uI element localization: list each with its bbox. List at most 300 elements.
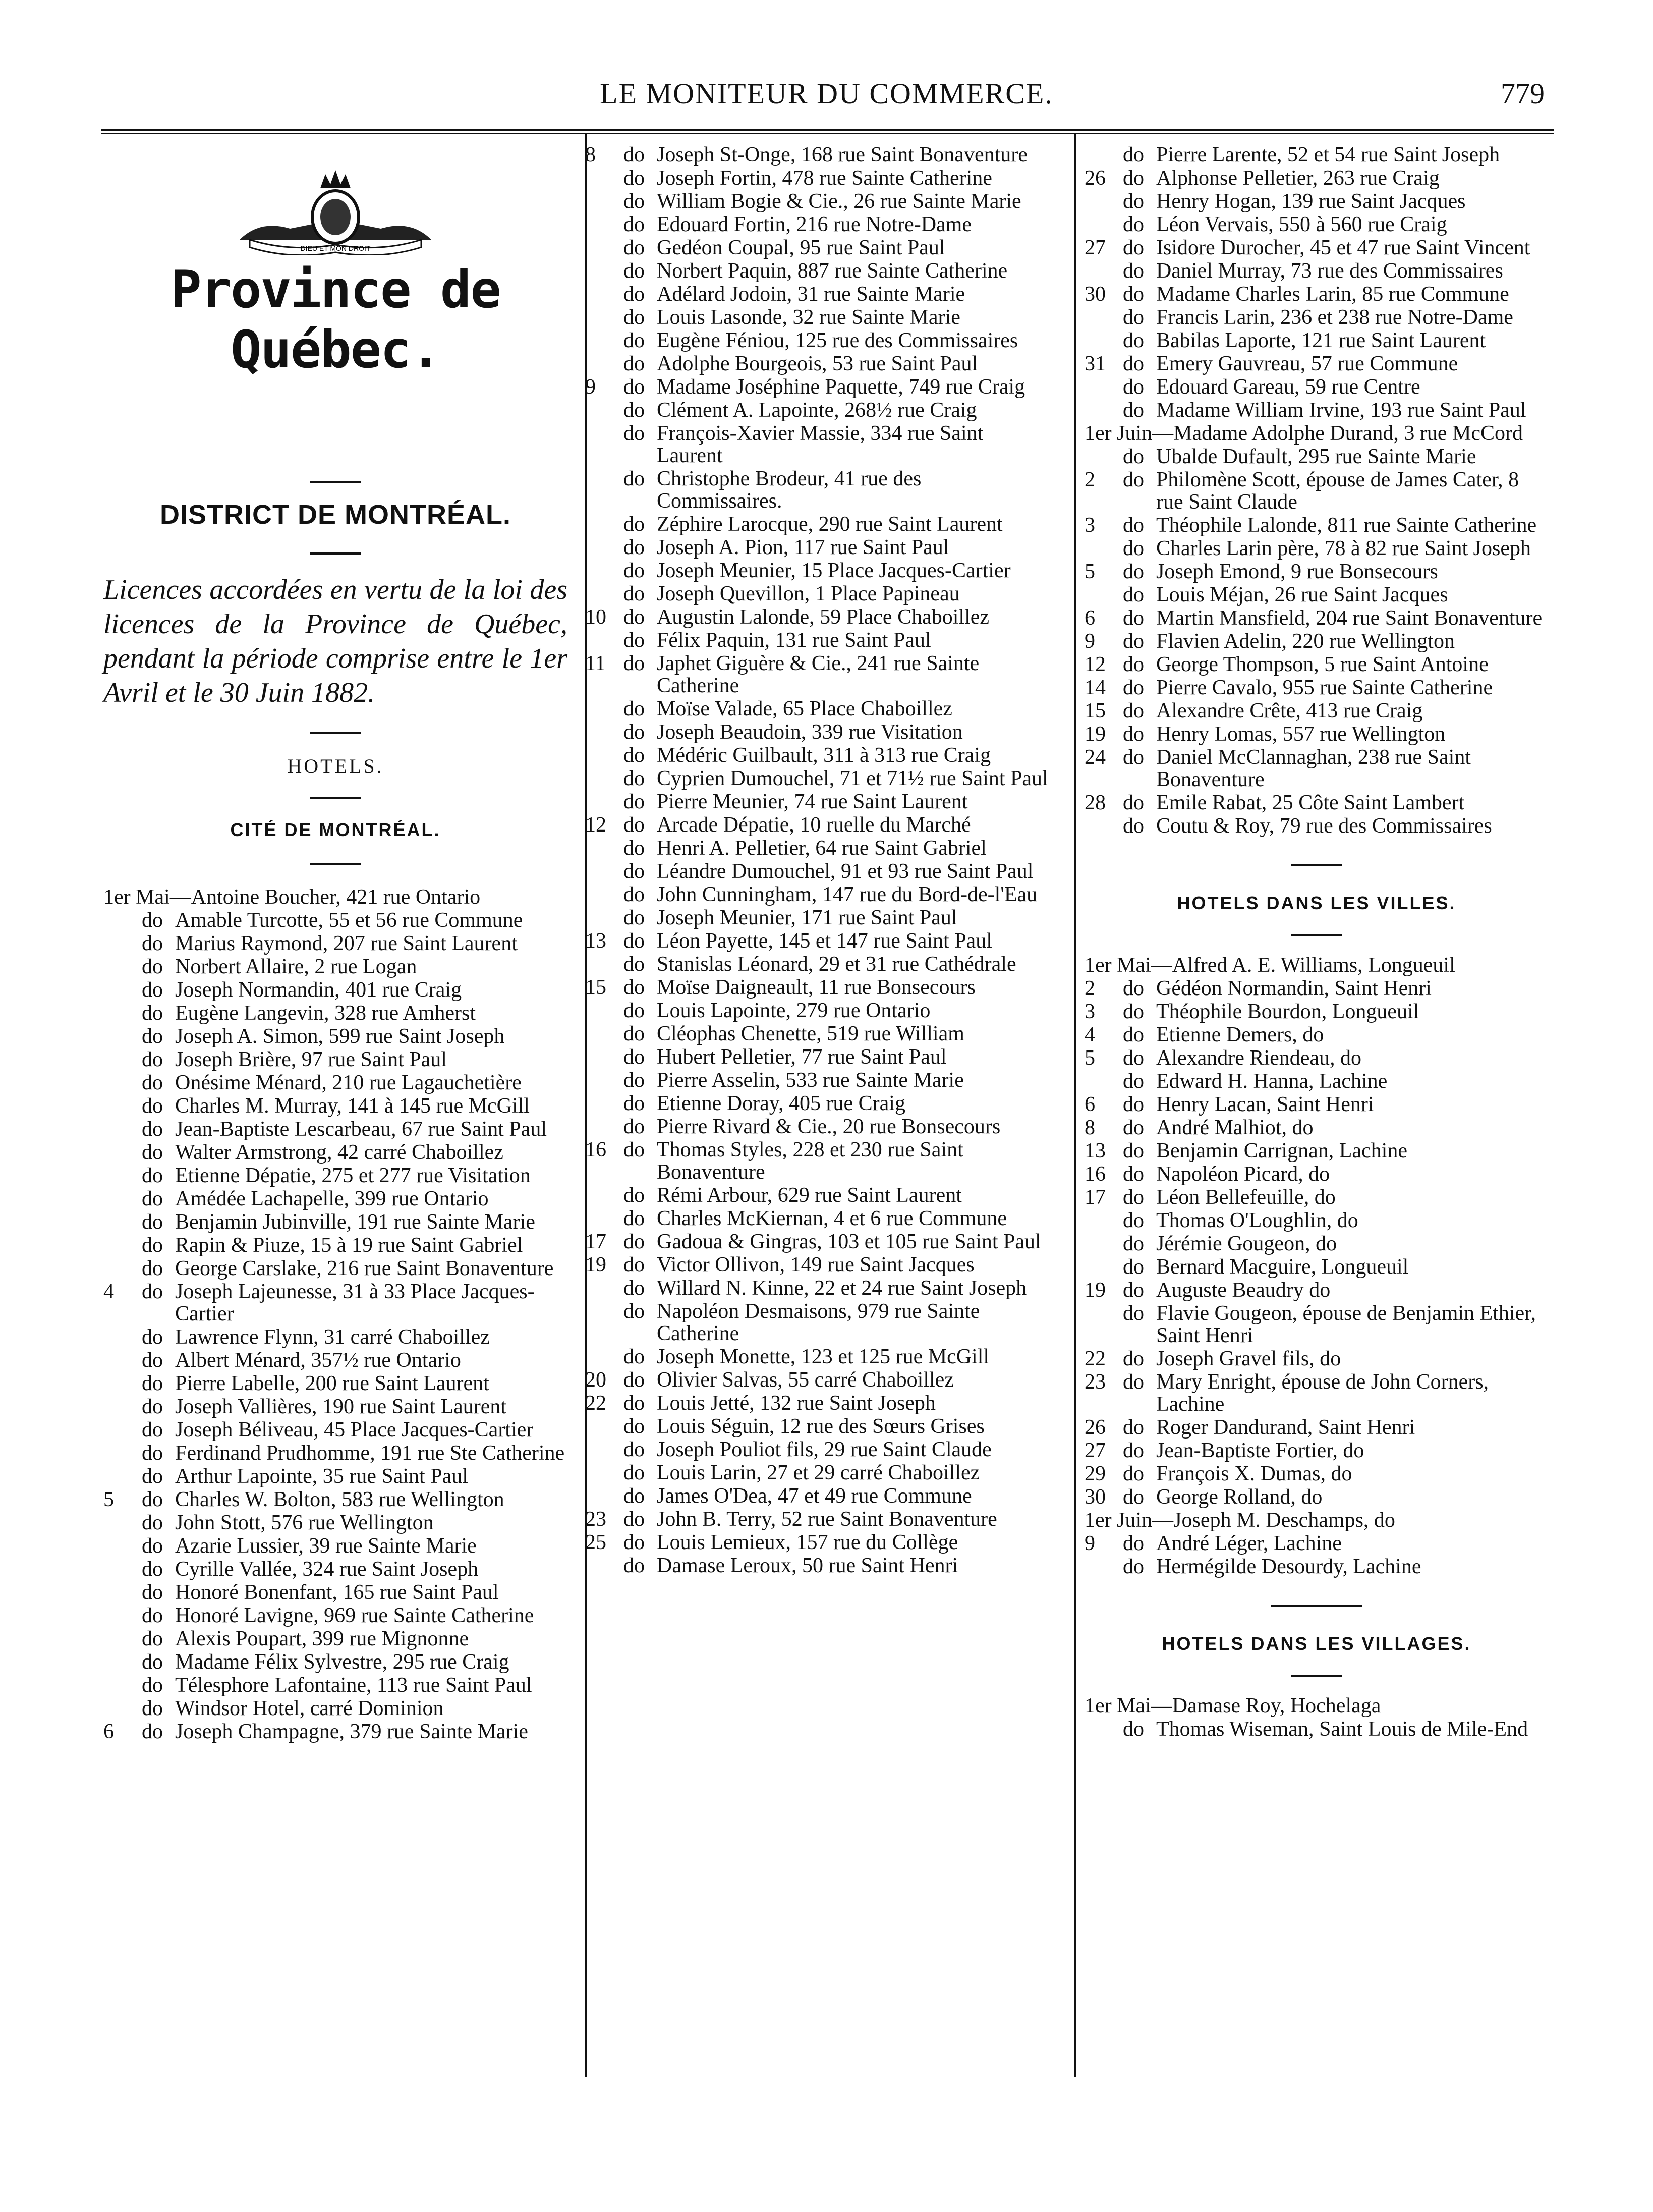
- entry-text: Cléophas Chenette, 519 rue William: [657, 1022, 964, 1045]
- entry-ditto: do: [623, 1345, 645, 1368]
- entry-day: 4: [103, 1280, 114, 1303]
- licence-entry: [1085, 630, 1549, 652]
- licence-entry: [1085, 1718, 1549, 1740]
- entry-text: Pierre Meunier, 74 rue Saint Laurent: [657, 790, 968, 813]
- entry-text: Rapin & Piuze, 15 à 19 rue Saint Gabriel: [175, 1234, 523, 1257]
- entry-day: [585, 213, 611, 236]
- entry-text: Lawrence Flynn, 31 carré Chaboillez: [175, 1325, 490, 1349]
- entry-ditto: do: [142, 1372, 163, 1395]
- entry-text: Charles Larin père, 78 à 82 rue Saint Joseph: [1156, 537, 1531, 560]
- entry-ditto: do: [1123, 352, 1144, 375]
- licence-entry: [1085, 954, 1549, 976]
- entry-ditto: do: [1123, 143, 1144, 167]
- entry-day: [103, 956, 130, 978]
- entry-day: [103, 1535, 130, 1557]
- entry-ditto: do: [623, 1253, 645, 1277]
- entry-day: 22: [585, 1392, 606, 1415]
- licence-entry: [585, 1300, 1049, 1345]
- entry-text: Télesphore Lafontaine, 113 rue Saint Paul: [175, 1674, 532, 1697]
- entry-text: Louis Méjan, 26 rue Saint Jacques: [1156, 583, 1448, 606]
- licence-entry: [103, 1651, 567, 1673]
- licence-entry: [585, 1092, 1049, 1115]
- entry-day: [103, 1465, 130, 1487]
- licence-entry: [103, 1396, 567, 1418]
- page-number: 779: [1501, 77, 1545, 110]
- entry-day: [585, 860, 611, 882]
- licence-entry: [1085, 353, 1549, 375]
- entry-ditto: do: [142, 1234, 163, 1257]
- licence-entry: [103, 1257, 567, 1280]
- entry-day: 24: [1085, 746, 1106, 769]
- entry-text: Edouard Gareau, 59 rue Centre: [1156, 375, 1420, 399]
- entry-text: Norbert Paquin, 887 rue Sainte Catherine: [657, 259, 1008, 283]
- entries-list: [1085, 1695, 1549, 1740]
- royal-crest-icon: [230, 164, 441, 255]
- entry-day: [585, 167, 611, 189]
- entry-day: [1085, 815, 1111, 837]
- licence-entry: [1085, 977, 1549, 1000]
- entry-day: [103, 1211, 130, 1233]
- entry-day: [585, 791, 611, 813]
- entries-list: [1085, 144, 1549, 837]
- licence-entry: [103, 1326, 567, 1348]
- licence-entry: [1085, 306, 1549, 328]
- licence-entry: [1085, 537, 1549, 560]
- entry-text: Jean-Baptiste Fortier, do: [1156, 1439, 1364, 1462]
- entry-ditto: do: [623, 536, 645, 559]
- entry-ditto: do: [623, 1484, 645, 1508]
- licence-entry: [585, 144, 1049, 166]
- licence-entry: [585, 837, 1049, 859]
- licence-entry: [585, 468, 1049, 512]
- entry-ditto: do: [623, 513, 645, 536]
- entry-day: [585, 744, 611, 766]
- entry-day: [103, 1674, 130, 1696]
- entry-day: [103, 1581, 130, 1603]
- entry-ditto: do: [623, 697, 645, 721]
- newspaper-title: LE MONITEUR DU COMMERCE.: [600, 77, 1053, 110]
- entry-day: [585, 283, 611, 305]
- licence-entry: [585, 1485, 1049, 1507]
- entry-ditto: do: [142, 1558, 163, 1581]
- licence-entry: [103, 909, 567, 931]
- entry-text: Médéric Guilbault, 311 à 313 rue Craig: [657, 744, 991, 767]
- entry-day: [585, 422, 611, 467]
- entry-day: 14: [1085, 676, 1106, 699]
- entry-ditto: do: [623, 1438, 645, 1461]
- entry-day: [1085, 537, 1111, 560]
- short-rule: [1291, 934, 1342, 936]
- entry-ditto: do: [623, 399, 645, 422]
- entry-ditto: do: [623, 860, 645, 883]
- licence-entry: [585, 283, 1049, 305]
- entry-ditto: do: [1123, 1116, 1144, 1139]
- entry-day: 26: [1085, 1416, 1106, 1439]
- entry-text: Jérémie Gougeon, do: [1156, 1232, 1337, 1255]
- licence-entry: [585, 976, 1049, 999]
- entry-day: 13: [585, 929, 606, 953]
- entry-day: 20: [585, 1368, 606, 1392]
- entry-text: Théophile Bourdon, Longueuil: [1156, 1000, 1419, 1023]
- entry-text: Félix Paquin, 131 rue Saint Paul: [657, 629, 931, 652]
- entry-text: Gadoua & Gingras, 103 et 105 rue Saint Paul: [657, 1230, 1041, 1253]
- licence-entry: [585, 1116, 1049, 1138]
- licence-entry: [585, 1439, 1049, 1461]
- entry-day: [585, 560, 611, 582]
- entry-text: Edouard Fortin, 216 rue Notre-Dame: [657, 213, 972, 236]
- entry-day: [103, 1188, 130, 1210]
- licence-entry: [585, 1069, 1049, 1091]
- entry-day: 12: [1085, 653, 1106, 676]
- entry-ditto: do: [142, 1141, 163, 1164]
- entry-ditto: do: [1123, 1070, 1144, 1093]
- entry-text: Daniel Murray, 73 rue des Commissaires: [1156, 259, 1503, 283]
- entry-day: [103, 1072, 130, 1094]
- entry-day: [585, 1069, 611, 1091]
- entry-ditto: do: [1123, 213, 1144, 236]
- entry-day: 15: [1085, 699, 1106, 723]
- entry-day: [103, 1095, 130, 1117]
- column-divider-2: [1074, 134, 1076, 2077]
- licence-entry: [585, 190, 1049, 212]
- entry-day: 23: [585, 1508, 606, 1531]
- licence-entry: [103, 1211, 567, 1233]
- entry-day: [585, 536, 611, 559]
- licence-entry: [103, 1535, 567, 1557]
- entry-ditto: do: [623, 1461, 645, 1484]
- entry-day: 11: [585, 652, 606, 675]
- licence-entry: [585, 1000, 1049, 1022]
- entry-day: 22: [1085, 1347, 1106, 1370]
- entry-day: [585, 329, 611, 352]
- entries-list: [585, 144, 1049, 1577]
- licence-entry: [585, 1415, 1049, 1437]
- entry-text: André Léger, Lachine: [1156, 1532, 1342, 1555]
- entry-ditto: do: [142, 1210, 163, 1234]
- entry-day: [585, 1300, 611, 1345]
- licence-entry: [585, 513, 1049, 535]
- entry-ditto: do: [623, 652, 645, 675]
- entry-day: [585, 907, 611, 929]
- entry-text: Léandre Dumouchel, 91 et 93 rue Saint Paul: [657, 860, 1034, 883]
- licence-entry: [585, 629, 1049, 651]
- entry-ditto: do: [1123, 283, 1144, 306]
- licence-entry: [1085, 1047, 1549, 1069]
- entry-text: William Bogie & Cie., 26 rue Sainte Marie: [657, 190, 1021, 213]
- entry-ditto: do: [1123, 399, 1144, 422]
- licence-entry: [1085, 1070, 1549, 1092]
- entry-text: John Cunningham, 147 rue du Bord-de-l'Eau: [657, 883, 1038, 906]
- entry-ditto: do: [623, 1138, 645, 1162]
- entry-text: Alphonse Pelletier, 263 rue Craig: [1156, 167, 1440, 190]
- licence-entry: [585, 1531, 1049, 1554]
- entry-day: 23: [1085, 1370, 1106, 1394]
- licence-entry: [103, 1605, 567, 1627]
- licence-entry: [1085, 213, 1549, 236]
- entry-text: François X. Dumas, do: [1156, 1462, 1352, 1485]
- entry-text: Alexandre Riendeau, do: [1156, 1046, 1362, 1070]
- entry-text: Joseph Gravel fils, do: [1156, 1347, 1341, 1370]
- entry-text: Arcade Dépatie, 10 ruelle du Marché: [657, 813, 971, 837]
- entry-text: Ubalde Dufault, 295 rue Sainte Marie: [1156, 445, 1476, 468]
- entry-text: Joseph Quevillon, 1 Place Papineau: [657, 582, 960, 605]
- entry-day: 3: [1085, 514, 1095, 537]
- entry-day: [585, 1277, 611, 1299]
- licence-entry: [585, 213, 1049, 236]
- entry-text: Louis Larin, 27 et 29 carré Chaboillez: [657, 1461, 980, 1484]
- entry-ditto: do: [142, 1720, 163, 1743]
- entry-ditto: do: [1123, 1139, 1144, 1163]
- entry-ditto: do: [142, 1094, 163, 1118]
- column-1: [103, 144, 567, 1744]
- entry-text: 1er Mai—Alfred A. E. Williams, Longueuil: [1085, 954, 1455, 977]
- entry-text: Charles W. Bolton, 583 rue Wellington: [175, 1488, 504, 1511]
- entry-day: 10: [585, 605, 606, 629]
- entry-ditto: do: [623, 813, 645, 837]
- entry-text: Henry Lomas, 557 rue Wellington: [1156, 723, 1446, 746]
- licence-entry: [1085, 1371, 1549, 1415]
- licence-entry: [1085, 1117, 1549, 1139]
- licence-entry: [585, 422, 1049, 467]
- entry-text: Flavie Gougeon, épouse de Benjamin Ethier, Saint Henri: [1156, 1302, 1536, 1347]
- entry-text: Alexis Poupart, 399 rue Mignonne: [175, 1627, 469, 1650]
- entry-day: 31: [1085, 352, 1106, 375]
- licence-entry: [1085, 1416, 1549, 1439]
- entry-ditto: do: [1123, 1279, 1144, 1302]
- entry-text: Madame Joséphine Paquette, 749 rue Craig: [657, 375, 1025, 399]
- licence-entry: [1085, 653, 1549, 676]
- entry-ditto: do: [623, 1277, 645, 1300]
- entry-text: Alexandre Crête, 413 rue Craig: [1156, 699, 1423, 723]
- licence-entry: [585, 1462, 1049, 1484]
- entry-ditto: do: [623, 629, 645, 652]
- entry-ditto: do: [142, 1604, 163, 1627]
- licence-entry: [1085, 792, 1549, 814]
- entry-day: [1085, 1302, 1111, 1347]
- entry-day: 19: [1085, 723, 1106, 746]
- entry-day: 16: [1085, 1163, 1106, 1186]
- licence-entry: [585, 883, 1049, 906]
- entry-ditto: do: [623, 213, 645, 236]
- entry-text: Eugène Langevin, 328 rue Amherst: [175, 1002, 476, 1025]
- entry-text: Ferdinand Prudhomme, 191 rue Ste Catherine: [175, 1442, 565, 1465]
- entry-ditto: do: [142, 1187, 163, 1210]
- licence-entry: [103, 1188, 567, 1210]
- entry-ditto: do: [142, 1395, 163, 1418]
- entry-ditto: do: [1123, 746, 1144, 769]
- entry-text: Henry Lacan, Saint Henri: [1156, 1093, 1374, 1116]
- entry-day: [585, 237, 611, 259]
- entry-ditto: do: [623, 837, 645, 860]
- licence-entry: [585, 1139, 1049, 1183]
- entry-day: [103, 1349, 130, 1371]
- entry-ditto: do: [623, 929, 645, 953]
- licence-entry: [103, 1048, 567, 1071]
- licence-entry: [1085, 815, 1549, 837]
- entry-text: Gedéon Coupal, 95 rue Saint Paul: [657, 236, 945, 259]
- entry-text: Marius Raymond, 207 rue Saint Laurent: [175, 932, 518, 955]
- entry-ditto: do: [1123, 791, 1144, 814]
- licence-entry: [585, 1231, 1049, 1253]
- licence-entry: [1085, 469, 1549, 513]
- entry-day: [585, 468, 611, 512]
- licence-entry: [585, 167, 1049, 189]
- entry-text: Emile Rabat, 25 Côte Saint Lambert: [1156, 791, 1465, 814]
- entry-text: Isidore Durocher, 45 et 47 rue Saint Vincent: [1156, 236, 1530, 259]
- entry-ditto: do: [623, 582, 645, 605]
- entry-text: Louis Lasonde, 32 rue Sainte Marie: [657, 306, 960, 329]
- entry-text: Thomas Wiseman, Saint Louis de Mile-End: [1156, 1718, 1528, 1741]
- licence-entry: [103, 1721, 567, 1743]
- entry-day: [585, 883, 611, 906]
- crest-motto: DIEU ET MON DROIT: [300, 244, 371, 252]
- licence-entry: [585, 399, 1049, 421]
- entry-day: [1085, 399, 1111, 421]
- entry-day: 6: [1085, 606, 1095, 630]
- entry-text: Napoléon Picard, do: [1156, 1163, 1330, 1186]
- entry-text: James O'Dea, 47 et 49 rue Commune: [657, 1484, 972, 1508]
- hotels-heading: HOTELS.: [287, 755, 384, 778]
- entry-ditto: do: [623, 1392, 645, 1415]
- entry-text: Rémi Arbour, 629 rue Saint Laurent: [657, 1184, 962, 1207]
- entry-text: Joseph Meunier, 171 rue Saint Paul: [657, 906, 957, 929]
- entry-text: Joseph Lajeunesse, 31 à 33 Place Jacques-Cartier: [175, 1280, 535, 1325]
- licence-entry: [1085, 1348, 1549, 1370]
- entry-ditto: do: [623, 1092, 645, 1115]
- licence-entry: [1085, 1001, 1549, 1023]
- entry-day: [585, 399, 611, 421]
- licence-entry: [1085, 1556, 1549, 1578]
- entry-text: Thomas Styles, 228 et 230 rue Saint Bonaventure: [657, 1138, 963, 1184]
- entry-ditto: do: [1123, 1370, 1144, 1394]
- entry-day: [1085, 213, 1111, 236]
- entry-text: 1er Juin—Madame Adolphe Durand, 3 rue McCord: [1085, 422, 1523, 445]
- entry-day: [103, 932, 130, 955]
- entry-ditto: do: [142, 1164, 163, 1187]
- entry-day: [585, 698, 611, 720]
- licence-entry: [103, 886, 567, 908]
- entry-ditto: do: [1123, 445, 1144, 468]
- entry-text: George Thompson, 5 rue Saint Antoine: [1156, 653, 1489, 676]
- entry-text: Hermégilde Desourdy, Lachine: [1156, 1555, 1421, 1578]
- entry-ditto: do: [623, 1069, 645, 1092]
- entry-ditto: do: [1123, 653, 1144, 676]
- entry-ditto: do: [623, 283, 645, 306]
- entry-day: [585, 1184, 611, 1206]
- licence-entry: [103, 1002, 567, 1024]
- entry-text: Gédéon Normandin, Saint Henri: [1156, 977, 1432, 1000]
- section-heading-villes: HOTELS DANS LES VILLES.: [1177, 893, 1456, 913]
- entry-ditto: do: [623, 190, 645, 213]
- entry-ditto: do: [623, 605, 645, 629]
- entry-day: [1085, 144, 1111, 166]
- entry-ditto: do: [623, 999, 645, 1022]
- entry-text: Edward H. Hanna, Lachine: [1156, 1070, 1388, 1093]
- entry-ditto: do: [142, 1465, 163, 1488]
- entry-day: [585, 1046, 611, 1068]
- entry-ditto: do: [1123, 583, 1144, 606]
- short-rule: [310, 732, 361, 734]
- licence-entry: [1085, 1093, 1549, 1116]
- entry-ditto: do: [623, 236, 645, 259]
- licence-entry: [585, 767, 1049, 790]
- entry-text: Joseph Normandin, 401 rue Craig: [175, 978, 462, 1002]
- entry-text: Honoré Lavigne, 969 rue Sainte Catherine: [175, 1604, 534, 1627]
- licence-entry: [1085, 167, 1549, 189]
- entry-ditto: do: [1123, 190, 1144, 213]
- entry-day: [1085, 376, 1111, 398]
- entry-ditto: do: [1123, 814, 1144, 838]
- entry-text: Jean-Baptiste Lescarbeau, 67 rue Saint Paul: [175, 1118, 547, 1141]
- entry-day: [585, 1346, 611, 1368]
- licence-entry: [585, 1254, 1049, 1276]
- entry-day: 9: [1085, 630, 1095, 653]
- entry-ditto: do: [142, 1118, 163, 1141]
- entry-ditto: do: [1123, 1302, 1144, 1325]
- licence-entry: [1085, 144, 1549, 166]
- entry-text: Louis Lapointe, 279 rue Ontario: [657, 999, 931, 1022]
- entry-text: Charles M. Murray, 141 à 145 rue McGill: [175, 1094, 530, 1118]
- entry-text: Christophe Brodeur, 41 rue des Commissaires.: [657, 467, 922, 513]
- entry-text: Walter Armstrong, 42 carré Chaboillez: [175, 1141, 503, 1164]
- entry-ditto: do: [1123, 1255, 1144, 1279]
- entry-ditto: do: [623, 1415, 645, 1438]
- entry-ditto: do: [1123, 676, 1144, 699]
- entry-text: Joseph A. Pion, 117 rue Saint Paul: [657, 536, 949, 559]
- licence-entry: [1085, 1186, 1549, 1208]
- entry-day: [1085, 446, 1111, 468]
- entry-text: Pierre Larente, 52 et 54 rue Saint Joseph: [1156, 143, 1500, 167]
- entry-text: 1er Mai—Damase Roy, Hochelaga: [1085, 1694, 1381, 1718]
- licence-entry: [585, 583, 1049, 605]
- entry-ditto: do: [142, 978, 163, 1002]
- entry-ditto: do: [1123, 1209, 1144, 1232]
- entry-ditto: do: [623, 953, 645, 976]
- entry-ditto: do: [623, 1045, 645, 1069]
- entry-day: 3: [1085, 1000, 1095, 1023]
- entry-text: Olivier Salvas, 55 carré Chaboillez: [657, 1368, 954, 1392]
- entry-ditto: do: [1123, 1439, 1144, 1462]
- licence-entry: [585, 329, 1049, 352]
- licence-entry: [1085, 514, 1549, 536]
- entry-day: [103, 1025, 130, 1047]
- entry-text: André Malhiot, do: [1156, 1116, 1314, 1139]
- licence-entry: [1085, 329, 1549, 352]
- entry-day: [103, 1419, 130, 1441]
- entry-day: [585, 1439, 611, 1461]
- licence-entry: [1085, 677, 1549, 699]
- licence-entry: [1085, 561, 1549, 583]
- entry-ditto: do: [623, 422, 645, 445]
- entry-ditto: do: [623, 976, 645, 999]
- entry-day: [585, 1415, 611, 1437]
- entry-ditto: do: [1123, 1046, 1144, 1070]
- entry-text: Augustin Lalonde, 59 Place Chaboillez: [657, 605, 990, 629]
- entry-text: Joseph Brière, 97 rue Saint Paul: [175, 1048, 447, 1071]
- licence-entry: [1085, 283, 1549, 305]
- licence-entry: [103, 1558, 567, 1580]
- entry-text: Philomène Scott, épouse de James Cater, 8 rue Saint Claude: [1156, 468, 1519, 514]
- entry-day: [103, 1512, 130, 1534]
- licence-entry: [585, 536, 1049, 559]
- licence-entry: [103, 1697, 567, 1720]
- entry-ditto: do: [1123, 977, 1144, 1000]
- entry-day: [1085, 190, 1111, 212]
- entry-text: Willard N. Kinne, 22 et 24 rue Saint Joseph: [657, 1277, 1027, 1300]
- licence-entry: [585, 560, 1049, 582]
- short-rule: [1291, 864, 1342, 866]
- entry-text: Pierre Cavalo, 955 rue Sainte Catherine: [1156, 676, 1493, 699]
